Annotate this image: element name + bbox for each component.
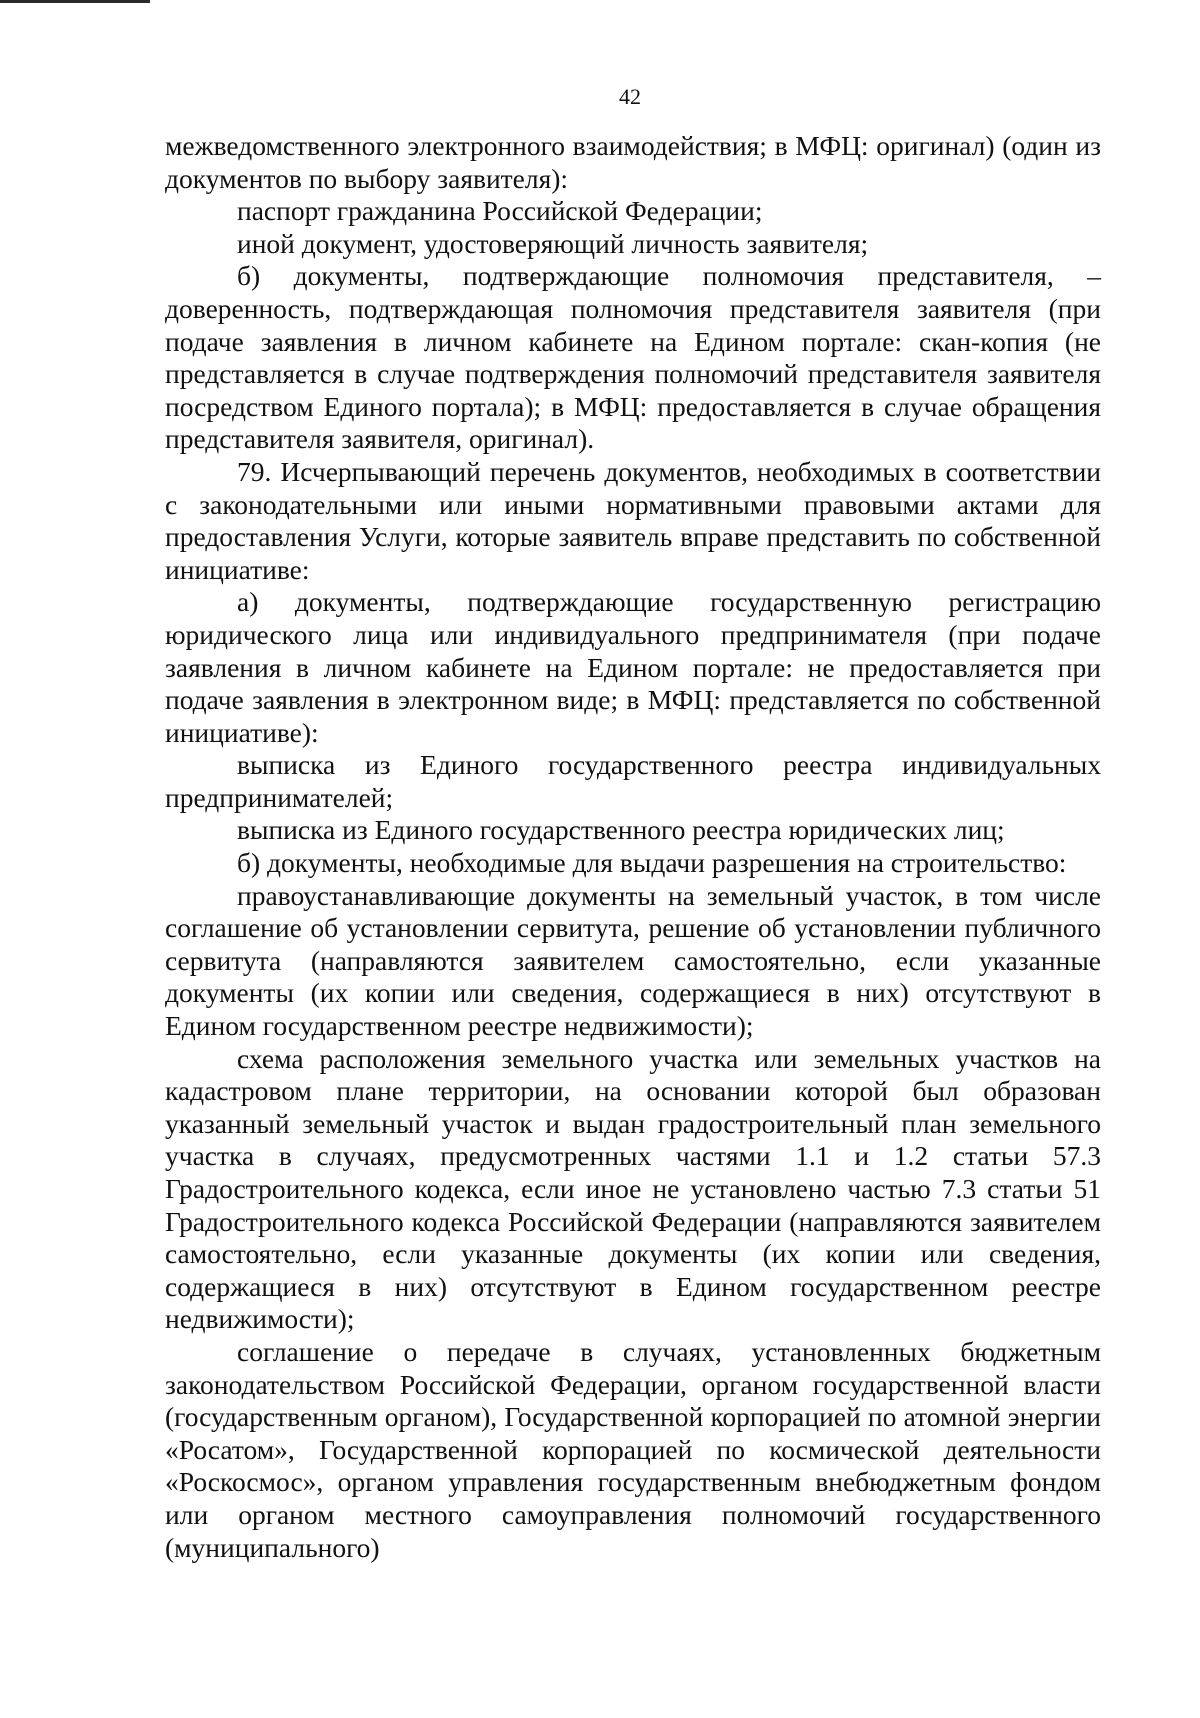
document-body	[165, 130, 1101, 1564]
paragraph: а) документы, подтверждающие государственную регистрацию юридического лица или индивидуального предпринимателя (при подаче заявления в личном кабинете на Едином портале: не предоставляется при подаче заявления в электронном виде; в МФЦ: представляется по собственной инициативе):	[165, 586, 1101, 748]
paragraph: б) документы, подтверждающие полномочия представителя, – доверенность, подтверждающая полномочия представителя заявителя (при подаче заявления в личном кабинете на Едином портале: скан-копия (не представляется в случае подтверждения полномочий представителя заявителя посредством Единого портала); в МФЦ: предоставляется в случае обращения представителя заявителя, оригинал).	[165, 260, 1101, 455]
paragraph: иной документ, удостоверяющий личность заявителя;	[237, 227, 869, 259]
paragraph: выписка из Единого государственного реестра индивидуальных предпринимателей;	[165, 749, 1101, 813]
paragraph: б) документы, необходимые для выдачи разрешения на строительство:	[237, 847, 1067, 879]
paragraph: соглашение о передаче в случаях, установленных бюджетным законодательством Российской Федерации, органом государственной власти (государственным органом), Государственной корпорацией по атомной энергии «Росатом», Государственной корпорацией по космической деятельности «Роскосмос», органом управления государственным внебюджетным фондом или органом местного самоуправления полномочий государственного (муниципального)	[165, 1335, 1101, 1563]
paragraph: 79. Исчерпывающий перечень документов, необходимых в соответствии с законодательными или иными нормативными правовыми актами для предоставления Услуги, которые заявитель вправе представить по собственной инициативе:	[165, 455, 1101, 585]
paragraph: межведомственного электронного взаимодействия; в МФЦ: оригинал) (один из документов по выбору заявителя):	[165, 130, 1101, 194]
paragraph: выписка из Единого государственного реестра юридических лиц;	[237, 814, 1005, 846]
scan-edge-mark	[0, 0, 150, 3]
paragraph: схема расположения земельного участка или земельных участков на кадастровом плане территории, на основании которой был образован указанный земельный участок и выдан градостроительный план земельного участка в случаях, предусмотренных частями 1.1 и 1.2 статьи 57.3 Градостроительного кодекса, если иное не установлено частью 7.3 статьи 51 Градостроительного кодекса Российской Федерации (направляются заявителем самостоятельно, если указанные документы (их копии или сведения, содержащиеся в них) отсутствуют в Едином государственном реестре недвижимости);	[165, 1042, 1101, 1335]
paragraph: паспорт гражданина Российской Федерации;	[237, 195, 763, 227]
paragraph: правоустанавливающие документы на земельный участок, в том числе соглашение об установлении сервитута, решение об установлении публичного сервитута (направляются заявителем самостоятельно, если указанные документы (их копии или сведения, содержащиеся в них) отсутствуют в Едином государственном реестре недвижимости);	[165, 879, 1101, 1042]
page-number: 42	[619, 84, 641, 109]
